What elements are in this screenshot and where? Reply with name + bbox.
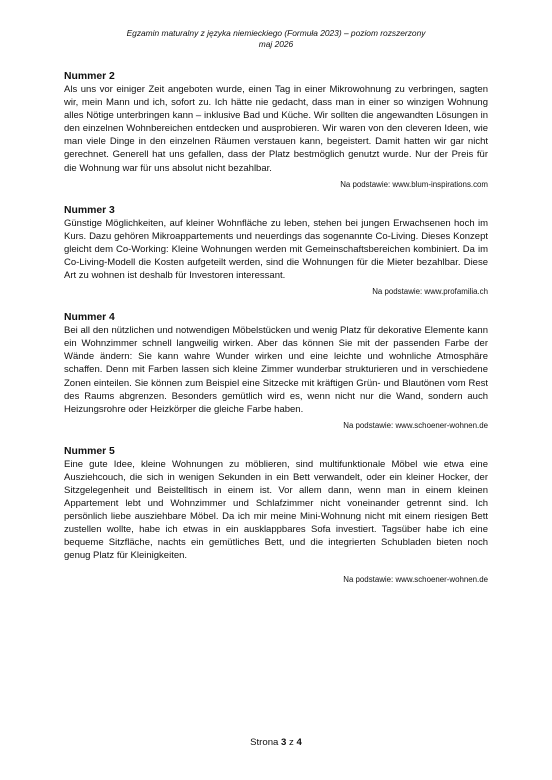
section-title: Nummer 4 — [64, 312, 115, 324]
section-title: Nummer 5 — [64, 445, 115, 457]
page-number: 3 — [281, 737, 287, 748]
page-footer — [0, 737, 552, 748]
exam-date: maj 2026 — [258, 39, 294, 49]
main-content — [64, 70, 488, 599]
page-header — [0, 28, 552, 50]
section-text: Günstige Möglichkeiten, auf kleiner Wohnfläche zu leben, stehen bei jungen Erwachsenen hoch im Kurs. Dazu gehören Mikroappartements und neuerdings das sogenannte Co-Living. Dieses Konzept gleicht dem Co-Working: Kleine Wohnungen werden mit Gemeinschaftsbereichen kombiniert. Da im Co-Living-Modell die Kosten aufgeteilt werden, sind die Wohnungen für die Mieter bezahlbar. Diese Art zu wohnen ist deshalb für Investoren interessant. — [64, 217, 488, 282]
section-nummer-2 — [64, 70, 488, 190]
section-text: Bei all den nützlichen und notwendigen Möbelstücken und wenig Platz für dekorative Elemente kann ein Wohnzimmer schnell langweilig wirken. Aber das können Sie mit der passenden Farbe der Wände ändern: Sie kann wahre Wunder wirken und eine leichte und wohnliche Atmosphäre schaffen. Denn mit Farben lassen sich kleine Zimmer wunderbar strukturieren und in verschiedene Zonen einteilen. Sie können zum Beispiel eine Sitzecke mit kräftigen Grün- und Blautönen vom Rest des Raums abgrenzen. Besonders gemütlich wird es, wenn nicht nur die Wand, sondern auch Heizungsrohre oder Heizkörper die gleiche Farbe haben. — [64, 325, 488, 415]
section-nummer-5 — [64, 445, 488, 585]
exam-title: Egzamin maturalny z języka niemieckiego (Formuła 2023) – poziom rozszerzony — [126, 28, 426, 38]
section-title: Nummer 3 — [64, 204, 115, 216]
section-text: Als uns vor einiger Zeit angeboten wurde, einen Tag in einer Mikrowohnung zu verbringen, sagten wir, mein Mann und ich, sofort zu. Ich hätte nie gedacht, dass man in einer so winzigen Wohnung alles Nötige unterbringen kann – inklusive Bad und Küche. Wir sollten die angewandten Lösungen in den einzelnen Wohnbereichen entdecken und ausprobieren. Wir waren von den cleveren Ideen, wie man viele Dinge in den einzelnen Räumen verstauen kann, begeistert. Damit hatten wir gar nicht gerechnet. Generell hat uns gefallen, dass der Platz bestmöglich genutzt wurde. Nur der Preis für die Wohnung war für uns absolut nicht bezahlbar. — [64, 84, 488, 174]
section-nummer-3 — [64, 204, 488, 297]
page-total: 4 — [296, 737, 302, 748]
source-note: Na podstawie: www.blum-inspirations.com — [340, 179, 488, 189]
section-title: Nummer 2 — [64, 71, 115, 82]
page-label: Strona — [250, 737, 282, 748]
source-note: Na podstawie: www.schoener-wohnen.de — [343, 420, 488, 430]
source-note: Na podstawie: www.profamilia.ch — [372, 287, 488, 297]
section-nummer-4 — [64, 311, 488, 431]
source-note: Na podstawie: www.schoener-wohnen.de — [343, 574, 488, 584]
page-separator: z — [286, 737, 297, 748]
section-text: Eine gute Idee, kleine Wohnungen zu möblieren, sind multifunktionale Möbel wie etwa eine Ausziehcouch, die sich in wenigen Sekunden in ein Bett verwandelt, oder ein kleiner Hocker, der Sitzgelegenheit und Beistelltisch in einem ist. Vor allem dann, wenn man in einem kleinen Appartement lebt und Wohnzimmer und Schlafzimmer nicht voneinander getrennt sind. Ich persönlich liebe ausziehbare Möbel. Da ich mir meine Mini-Wohnung nicht mit einem riesigen Bett zustellen wollte, habe ich etwas in ein ausklappbares Sofa investiert. Tagsüber habe ich eine bequeme Sitzfläche, nachts ein gemütliches Bett, und die integrierten Schubladen bieten noch genug Platz für Kleinigkeiten. — [64, 458, 488, 562]
